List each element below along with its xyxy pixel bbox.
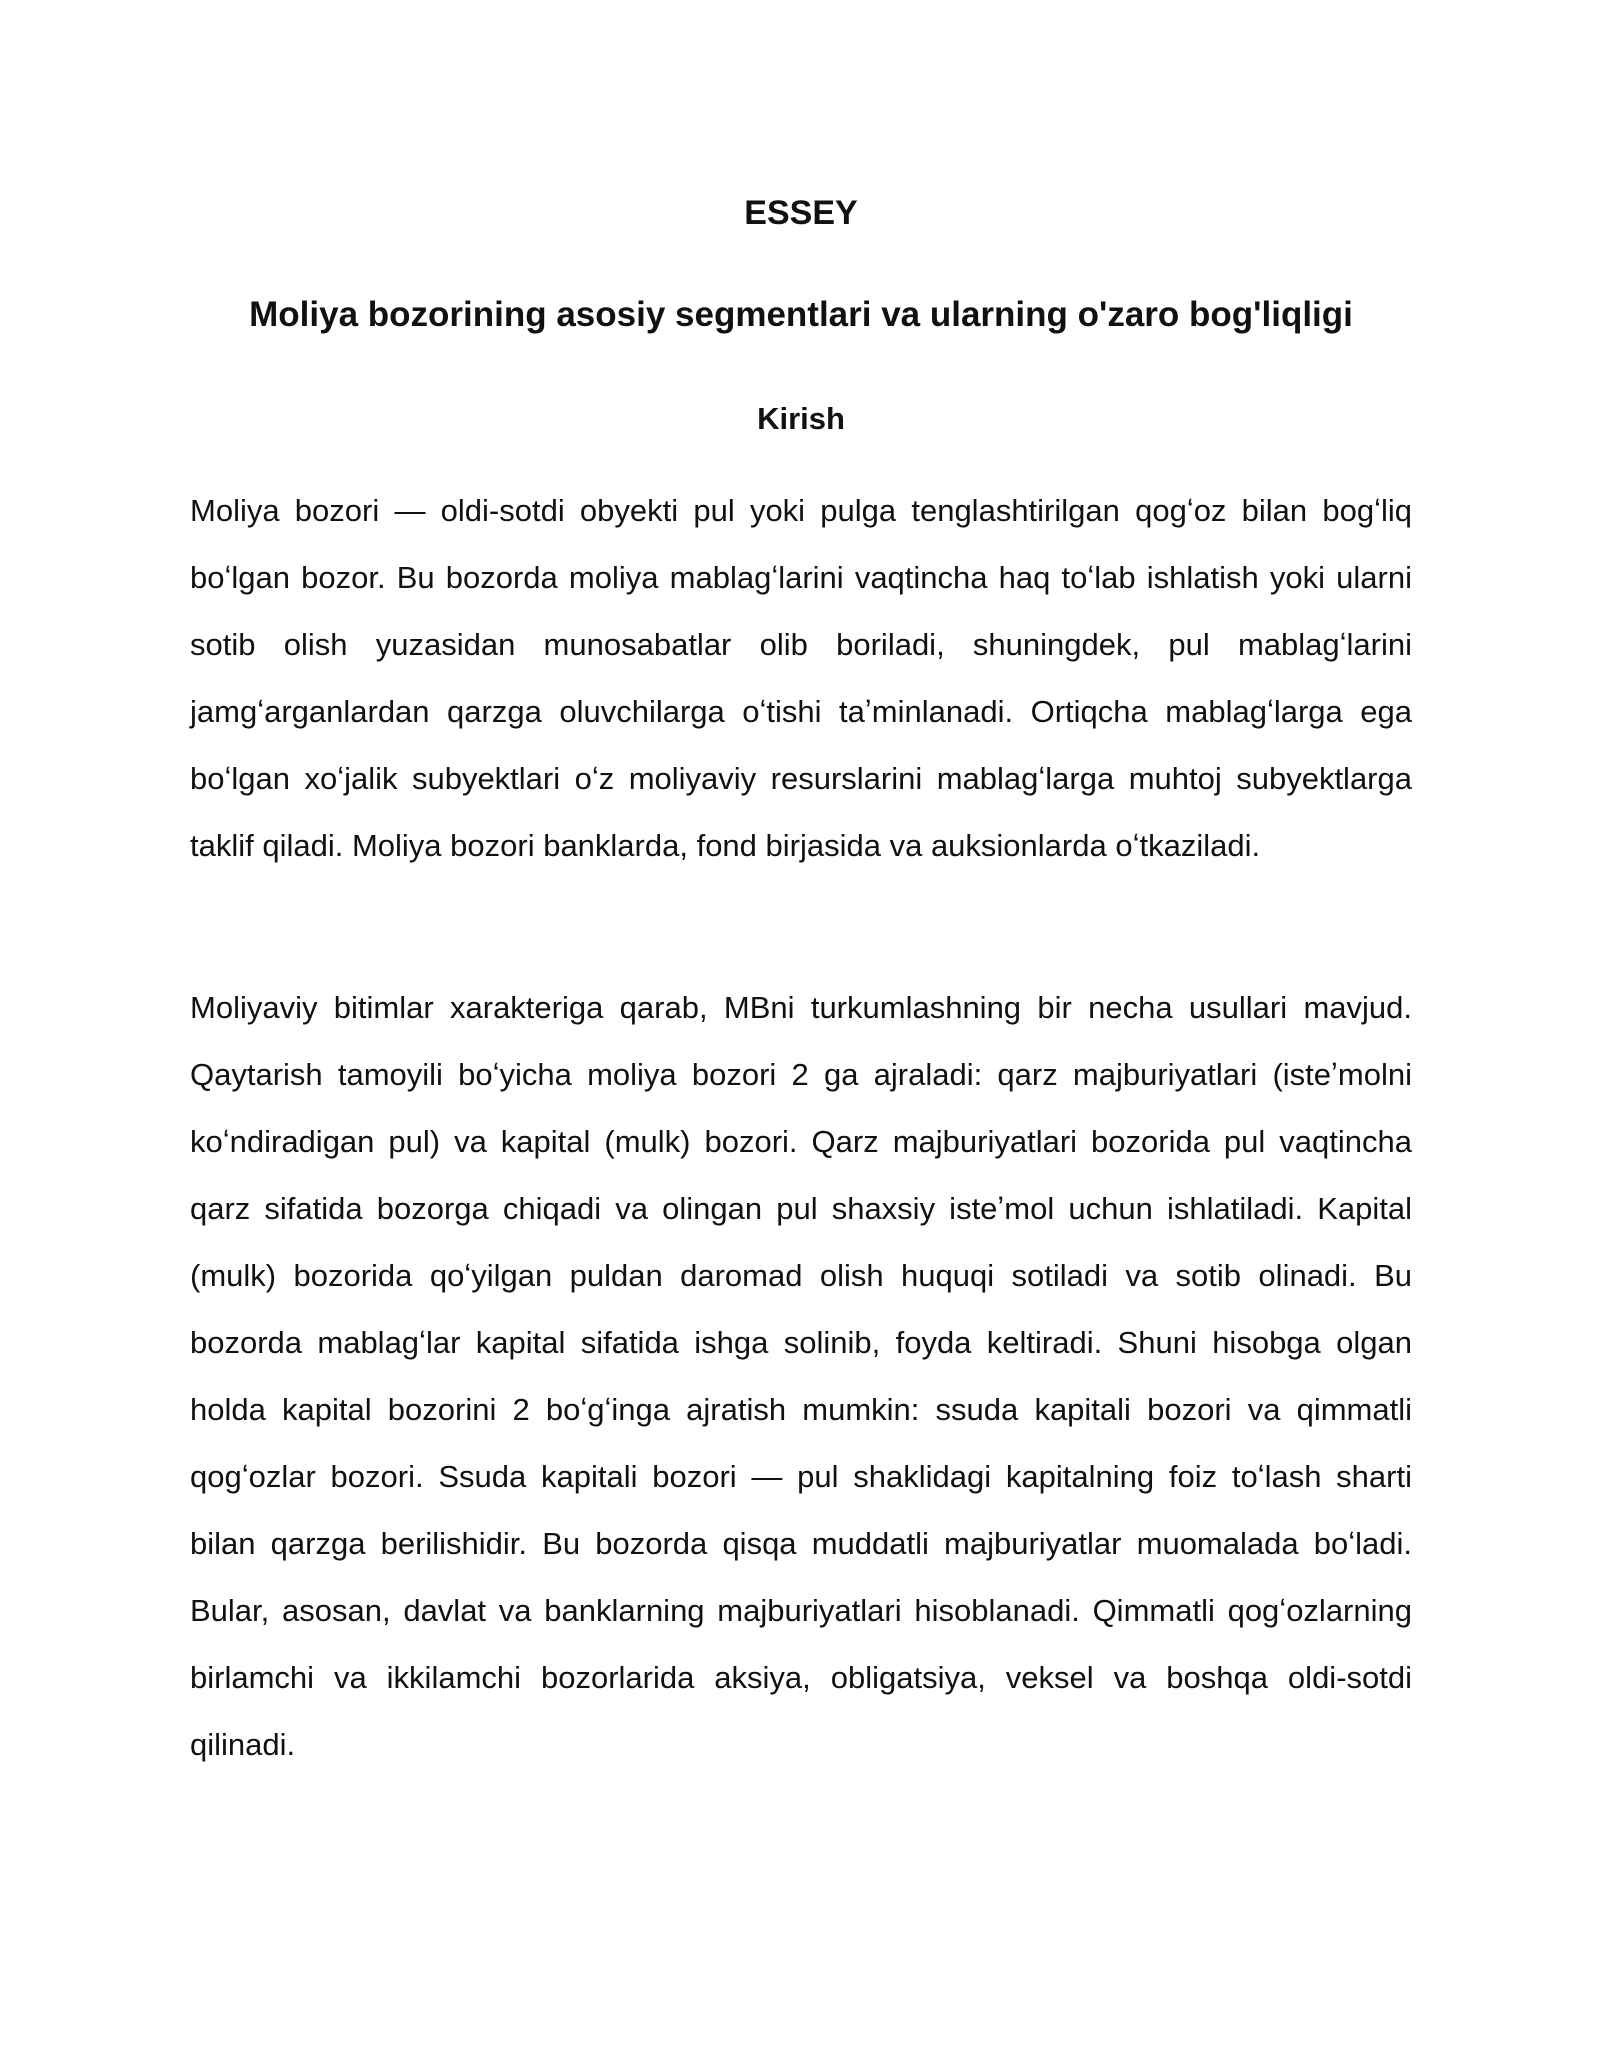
paragraph-classification: Moliyaviy bitimlar xarakteriga qarab, MBni turkumlashning bir necha usullari mavjud. Qaytarish tamoyili boʻyicha moliya bozori 2 ga ajraladi: qarz majburiyatlari (isteʼmolni koʻndiradigan pul) va kapital (mulk) bozori. Qarz majburiyatlari bozorida pul vaqtincha qarz sifatida bozorga chiqadi va olingan pul shaxsiy isteʼmol uchun ishlatiladi. Kapital (mulk) bozorida qoʻyilgan puldan daromad olish huquqi sotiladi va sotib olinadi. Bu bozorda mablagʻlar kapital sifatida ishga solinib, foyda keltiradi. Shuni hisobga olgan holda kapital bozorini 2 boʻgʻinga ajratish mumkin: ssuda kapitali bozori va qimmatli qogʻozlar bozori. Ssuda kapitali bozori — pul shaklidagi kapitalning foiz toʻlash sharti bilan qarzga berilishidir. Bu bozorda qisqa muddatli majburiyatlar muomalada boʻladi. Bular, asosan, davlat va banklarning majburiyatlari hisoblanadi. Qimmatli qogʻozlarning birlamchi va ikkilamchi bozorlarida aksiya, obligatsiya, veksel va boshqa oldi-sotdi qilinadi. (190, 990, 1412, 1762)
document-label: ESSEY (744, 194, 858, 232)
section-heading: Kirish (757, 401, 845, 436)
document-title: Moliya bozorining asosiy segmentlari va ularning o'zaro bog'liqligi (249, 295, 1353, 334)
paragraph-introduction: Moliya bozori — oldi-sotdi obyekti pul yoki pulga tenglashtirilgan qogʻoz bilan bogʻliq boʻlgan bozor. Bu bozorda moliya mablagʻlarini vaqtincha haq toʻlab ishlatish yoki ularni sotib olish yuzasidan munosabatlar olib boriladi, shuningdek, pul mablagʻlarini jamgʻarganlardan qarzga oluvchilarga oʻtishi taʼminlanadi. Ortiqcha mablagʻlarga ega boʻlgan xoʻjalik subyektlari oʻz moliyaviy resurslarini mablagʻlarga muhtoj subyektlarga taklif qiladi. Moliya bozori banklarda, fond birjasida va auksionlarda oʻtkaziladi. (190, 493, 1412, 863)
